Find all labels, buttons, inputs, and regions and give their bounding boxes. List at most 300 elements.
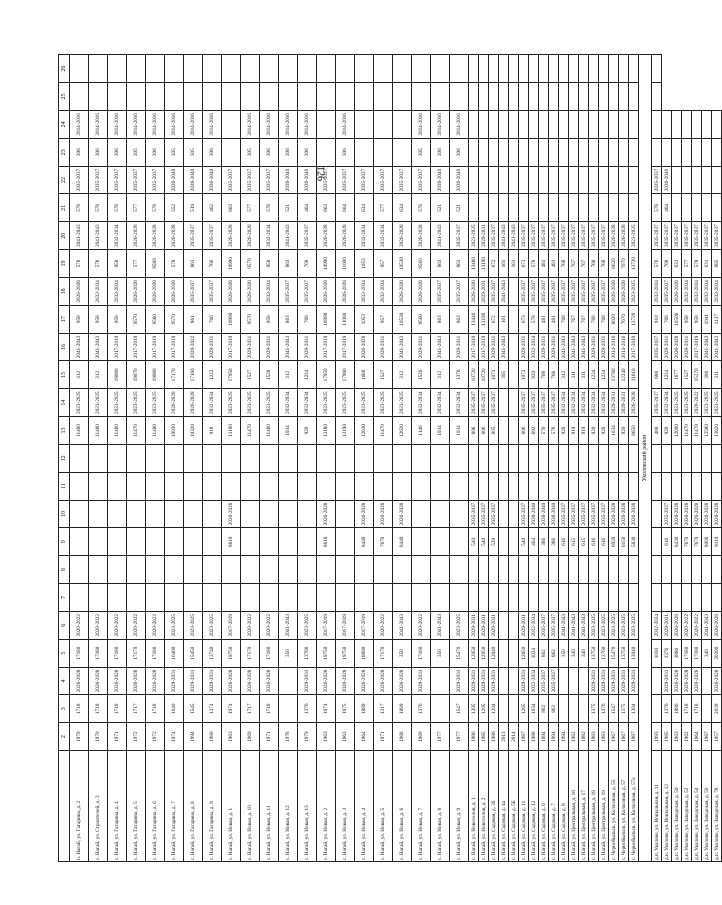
value-cell: 17160 xyxy=(412,639,431,667)
value-cell: 2032-2034 xyxy=(682,277,692,305)
value-cell xyxy=(702,584,712,612)
value-cell: 2014-2016 xyxy=(241,110,260,138)
value-cell: 576 xyxy=(652,194,662,222)
table-row xyxy=(70,55,89,862)
address-cell: с. Нагай, ул. Гагарина, д. 5 xyxy=(127,751,146,862)
value-cell: 13620 xyxy=(712,417,722,445)
address-cell: д.п. Уколово, ул. Заводская, д. 56 xyxy=(702,751,712,862)
table-row xyxy=(599,55,609,862)
value-cell xyxy=(672,584,682,612)
value-cell xyxy=(579,556,589,584)
value-cell: 9580 xyxy=(146,250,165,278)
value-cell: 2032-2034 xyxy=(599,389,609,417)
value-cell xyxy=(184,528,203,556)
value-cell: 2039 xyxy=(712,695,722,723)
value-cell xyxy=(662,472,672,500)
value-cell: 2035-2037 xyxy=(298,277,317,305)
value-cell xyxy=(509,667,519,695)
value-cell: 2029-2031 xyxy=(469,667,479,695)
value-cell: 312 xyxy=(559,361,569,389)
value-cell: 2032-2034 xyxy=(279,389,298,417)
value-cell: 2026-2028 xyxy=(241,667,260,695)
value-cell xyxy=(146,83,165,111)
value-cell: 2014-2016 xyxy=(279,110,298,138)
value-cell xyxy=(559,194,569,222)
value-cell: 2026-2028 xyxy=(393,277,412,305)
value-cell xyxy=(298,584,317,612)
value-cell: 863 xyxy=(450,305,469,333)
value-cell xyxy=(549,55,559,83)
value-cell: 350 xyxy=(431,639,450,667)
value-cell: 306 xyxy=(203,138,222,166)
value-cell xyxy=(589,556,599,584)
value-cell xyxy=(559,667,569,695)
value-cell xyxy=(317,83,336,111)
value-cell: 2023-2025 xyxy=(336,389,355,417)
value-cell xyxy=(127,500,146,528)
value-cell xyxy=(241,83,260,111)
value-cell: 2035-2037 xyxy=(489,500,499,528)
value-cell: 958 xyxy=(70,305,89,333)
value-cell xyxy=(599,472,609,500)
value-cell xyxy=(529,194,539,222)
value-cell: 2029-2031 xyxy=(469,611,479,639)
value-cell: 2014-2016 xyxy=(431,110,450,138)
value-cell xyxy=(569,667,579,695)
address-cell: с. Нагай, ул. Садовая, д. 8 xyxy=(559,751,569,862)
value-cell: 23 xyxy=(59,138,70,166)
value-cell xyxy=(662,584,672,612)
value-cell xyxy=(499,528,509,556)
value-cell xyxy=(279,500,298,528)
value-cell xyxy=(431,83,450,111)
value-cell xyxy=(712,444,722,472)
value-cell xyxy=(682,110,692,138)
value-cell xyxy=(609,556,619,584)
value-cell: 540 xyxy=(469,528,479,556)
value-cell xyxy=(599,166,609,194)
address-cell: с. Нагай, ул. Гагарина, д. 9 xyxy=(203,751,222,862)
value-cell xyxy=(499,138,509,166)
value-cell xyxy=(579,472,589,500)
address-cell: с. Нагай, ул. Новая, д. 7 xyxy=(412,751,431,862)
value-cell xyxy=(108,584,127,612)
value-cell: 615 xyxy=(579,528,589,556)
value-cell xyxy=(489,166,499,194)
value-cell: 2014-2016 xyxy=(336,110,355,138)
value-cell: 1972 xyxy=(146,723,165,751)
value-cell: 1986 xyxy=(469,723,479,751)
value-cell: 2023-2025 xyxy=(184,611,203,639)
value-cell xyxy=(469,444,479,472)
value-cell: 8810 xyxy=(222,528,241,556)
value-cell xyxy=(336,55,355,83)
value-cell: 10990 xyxy=(222,305,241,333)
address-cell: с. Нагай, ул. Новая, д. 12 xyxy=(279,751,298,862)
value-cell xyxy=(222,584,241,612)
value-cell: 9570 xyxy=(127,305,146,333)
value-cell: 25 xyxy=(59,83,70,111)
value-cell: 2029-2031 xyxy=(609,667,619,695)
value-cell xyxy=(652,500,662,528)
value-cell: 1146 xyxy=(412,417,431,445)
value-cell xyxy=(499,472,509,500)
value-cell xyxy=(336,444,355,472)
value-cell: 17180 xyxy=(70,639,89,667)
value-cell xyxy=(203,584,222,612)
value-cell xyxy=(682,472,692,500)
value-cell: 2026-2028 xyxy=(70,667,89,695)
value-cell xyxy=(539,166,549,194)
value-cell xyxy=(652,110,662,138)
value-cell: 576 xyxy=(412,194,431,222)
value-cell: 481 xyxy=(549,305,559,333)
value-cell xyxy=(589,472,599,500)
table-row xyxy=(539,55,549,862)
value-cell xyxy=(652,472,662,500)
value-cell xyxy=(317,110,336,138)
value-cell xyxy=(489,584,499,612)
value-cell: 9 xyxy=(59,528,70,556)
value-cell: 2035-2037 xyxy=(489,222,499,250)
value-cell: 12580 xyxy=(702,417,712,445)
value-cell: 312 xyxy=(70,361,89,389)
value-cell: 2014-2016 xyxy=(450,110,469,138)
value-cell: 10720 xyxy=(469,361,479,389)
value-cell: 386 xyxy=(549,528,559,556)
value-cell: 863 xyxy=(431,250,450,278)
value-cell: 2035-2037 xyxy=(549,277,559,305)
value-cell xyxy=(298,500,317,528)
value-cell: 2023-2025 xyxy=(89,389,108,417)
value-cell xyxy=(589,110,599,138)
value-cell: 2038-2040 xyxy=(529,500,539,528)
value-cell: 2038-2040 xyxy=(165,166,184,194)
value-cell xyxy=(489,55,499,83)
value-cell: 9110 xyxy=(712,528,722,556)
value-cell xyxy=(509,277,519,305)
value-cell: 13190 xyxy=(479,250,489,278)
value-cell xyxy=(298,556,317,584)
value-cell: 2032-2034 xyxy=(108,222,127,250)
value-cell xyxy=(469,194,479,222)
value-cell xyxy=(412,584,431,612)
value-cell: 2029-2031 xyxy=(165,667,184,695)
value-cell xyxy=(374,556,393,584)
value-cell: 2035-2037 xyxy=(519,389,529,417)
value-cell xyxy=(682,444,692,472)
value-cell: 2029-2031 xyxy=(203,333,222,361)
value-cell xyxy=(108,528,127,556)
value-cell: 1545 xyxy=(184,695,203,723)
value-cell: 12630 xyxy=(355,417,374,445)
value-cell xyxy=(489,110,499,138)
value-cell: 2035-2037 xyxy=(549,611,559,639)
value-cell: 1994 xyxy=(184,723,203,751)
value-cell: 2035-2037 xyxy=(519,277,529,305)
address-cell: п. Нагай, ул. Гагарина, д. 2 xyxy=(70,751,89,862)
value-cell: 2026-2028 xyxy=(469,277,479,305)
value-cell xyxy=(489,138,499,166)
value-cell xyxy=(89,584,108,612)
value-cell xyxy=(509,110,519,138)
value-cell: 2029-2031 xyxy=(298,667,317,695)
value-cell: 1886 xyxy=(672,695,682,723)
value-cell: 862 xyxy=(549,639,559,667)
value-cell xyxy=(559,55,569,83)
value-cell: 521 xyxy=(450,194,469,222)
value-cell: 616 xyxy=(589,528,599,556)
value-cell: 2026-2028 xyxy=(672,277,682,305)
value-cell xyxy=(569,138,579,166)
value-cell: 12050 xyxy=(469,639,479,667)
value-cell xyxy=(374,55,393,83)
value-cell xyxy=(355,110,374,138)
value-cell: 2038-2040 xyxy=(298,166,317,194)
value-cell: 9570 xyxy=(165,305,184,333)
value-cell xyxy=(609,472,619,500)
value-cell: 1376 xyxy=(662,639,672,667)
value-cell xyxy=(479,166,489,194)
address-cell xyxy=(59,751,70,862)
value-cell xyxy=(70,83,89,111)
value-cell: 2026-2028 xyxy=(336,222,355,250)
value-cell: 672 xyxy=(489,305,499,333)
value-cell xyxy=(549,83,559,111)
value-cell: 10930 xyxy=(165,417,184,445)
value-cell: 16 xyxy=(59,333,70,361)
value-cell xyxy=(450,444,469,472)
value-cell xyxy=(509,389,519,417)
value-cell: 2029-2031 xyxy=(519,611,529,639)
value-cell xyxy=(702,138,712,166)
value-cell xyxy=(412,472,431,500)
value-cell xyxy=(355,556,374,584)
value-cell: 1072 xyxy=(519,361,529,389)
value-cell: 17180 xyxy=(89,639,108,667)
value-cell xyxy=(702,166,712,194)
value-cell xyxy=(539,110,549,138)
value-cell: 2035-2037 xyxy=(479,500,489,528)
value-cell: 306 xyxy=(70,138,89,166)
value-cell: 2029-2031 xyxy=(629,667,639,695)
value-cell xyxy=(509,138,519,166)
value-cell xyxy=(108,472,127,500)
value-cell xyxy=(509,528,519,556)
value-cell: 2026-2028 xyxy=(241,277,260,305)
value-cell xyxy=(127,83,146,111)
value-cell: 13190 xyxy=(479,305,489,333)
value-cell: 2035-2037 xyxy=(559,500,569,528)
value-cell: 2035-2037 xyxy=(489,389,499,417)
value-cell: 2017-2019 xyxy=(692,333,702,361)
value-cell: 2035-2037 xyxy=(589,277,599,305)
address-cell: с. Нагай, ул. Новая, д. 13 xyxy=(298,751,317,862)
value-cell: 2023-2025 xyxy=(146,389,165,417)
value-cell xyxy=(529,166,539,194)
value-cell: 11610 xyxy=(629,361,639,389)
table-row xyxy=(127,55,146,862)
value-cell xyxy=(579,83,589,111)
value-cell: 312 xyxy=(89,361,108,389)
value-cell xyxy=(317,556,336,584)
value-cell: 616 xyxy=(559,528,569,556)
value-cell: 863 xyxy=(279,250,298,278)
value-cell xyxy=(499,695,509,723)
value-cell xyxy=(652,584,662,612)
value-cell xyxy=(431,444,450,472)
table-row xyxy=(672,55,682,862)
value-cell xyxy=(89,528,108,556)
table-row xyxy=(108,55,127,862)
value-cell xyxy=(692,166,702,194)
value-cell: 577 xyxy=(127,194,146,222)
value-cell xyxy=(609,166,619,194)
value-cell xyxy=(499,55,509,83)
value-cell xyxy=(702,444,712,472)
value-cell: 2029-2031 xyxy=(609,389,619,417)
table-body xyxy=(59,55,722,862)
value-cell xyxy=(712,138,722,166)
value-cell xyxy=(241,556,260,584)
value-cell xyxy=(549,194,559,222)
value-cell: 576 xyxy=(652,250,662,278)
value-cell: 1987 xyxy=(519,723,529,751)
value-cell xyxy=(222,444,241,472)
value-cell xyxy=(260,444,279,472)
value-cell xyxy=(146,584,165,612)
value-cell xyxy=(260,528,279,556)
value-cell: 2026-2028 xyxy=(260,667,279,695)
value-cell: 2029-2031 xyxy=(412,667,431,695)
address-cell: с. Нагай, ул. Садовая, д. 7 xyxy=(549,751,559,862)
value-cell xyxy=(203,55,222,83)
table-row xyxy=(589,55,599,862)
value-cell xyxy=(450,556,469,584)
value-cell xyxy=(450,500,469,528)
value-cell xyxy=(579,138,589,166)
value-cell xyxy=(184,444,203,472)
value-cell xyxy=(549,110,559,138)
value-cell: 1071 xyxy=(489,361,499,389)
value-cell xyxy=(479,584,489,612)
value-cell: 2023-2025 xyxy=(712,389,722,417)
value-cell: 1994 xyxy=(539,723,549,751)
value-cell xyxy=(652,83,662,111)
value-cell: 1030 xyxy=(652,639,662,667)
value-cell: 306 xyxy=(450,138,469,166)
value-cell: 2032-2034 xyxy=(702,277,712,305)
value-cell: 805 xyxy=(489,417,499,445)
value-cell: 26 xyxy=(59,55,70,83)
value-cell: 2032-2034 xyxy=(355,222,374,250)
value-cell xyxy=(127,528,146,556)
value-cell xyxy=(662,444,672,472)
value-cell: 12050 xyxy=(479,639,489,667)
value-cell: 2020-2022 xyxy=(241,611,260,639)
value-cell xyxy=(279,584,298,612)
value-cell: 2035-2037 xyxy=(431,277,450,305)
value-cell: 2029-2031 xyxy=(374,333,393,361)
value-cell: 11470 xyxy=(241,417,260,445)
table-row xyxy=(165,55,184,862)
value-cell: 634 xyxy=(393,194,412,222)
value-cell: 1963 xyxy=(317,723,336,751)
value-cell: 2017-2019 xyxy=(355,611,374,639)
value-cell xyxy=(393,138,412,166)
value-cell xyxy=(672,138,682,166)
value-cell xyxy=(509,472,519,500)
value-cell xyxy=(89,83,108,111)
value-cell: 2029-2031 xyxy=(479,611,489,639)
address-cell: д.п. Уколово, ул. Вокзальная, д. 11 xyxy=(652,751,662,862)
value-cell xyxy=(184,83,203,111)
value-cell: 615 xyxy=(569,528,579,556)
value-cell: 305 xyxy=(184,138,203,166)
address-cell: с. Нагай, ул. Новая, д. 1 xyxy=(222,751,241,862)
value-cell: 1205 xyxy=(479,695,489,723)
value-cell: 13720 xyxy=(629,305,639,333)
value-cell: 2017-2019 xyxy=(469,333,479,361)
value-cell: 2026-2028 xyxy=(712,667,722,695)
value-cell xyxy=(629,55,639,83)
value-cell: 1982 xyxy=(569,723,579,751)
value-cell xyxy=(203,500,222,528)
value-cell xyxy=(662,138,672,166)
value-cell: 306 xyxy=(260,138,279,166)
value-cell xyxy=(509,611,519,639)
value-cell xyxy=(279,695,298,723)
value-cell: 1971 xyxy=(260,723,279,751)
value-cell xyxy=(529,110,539,138)
value-cell xyxy=(70,584,89,612)
schedule-table-sheet xyxy=(58,54,720,862)
value-cell: 861 xyxy=(184,305,203,333)
value-cell: 2035-2037 xyxy=(203,222,222,250)
value-cell: 2014-2016 xyxy=(89,110,108,138)
value-cell: 2014-2016 xyxy=(146,110,165,138)
value-cell: 2026-2028 xyxy=(692,667,702,695)
value-cell xyxy=(499,389,509,417)
value-cell: 2020-2022 xyxy=(70,611,89,639)
value-cell: 7670 xyxy=(374,528,393,556)
value-cell: 2023-2025 xyxy=(70,389,89,417)
value-cell xyxy=(539,138,549,166)
value-cell: 15470 xyxy=(609,639,619,667)
value-cell: 2041-2043 xyxy=(393,333,412,361)
value-cell: 1963 xyxy=(336,723,355,751)
value-cell: 17950 xyxy=(222,361,241,389)
value-cell xyxy=(499,110,509,138)
value-cell xyxy=(569,444,579,472)
table-row xyxy=(499,55,509,862)
value-cell: 578 xyxy=(108,194,127,222)
value-cell: 2026-2028 xyxy=(222,667,241,695)
value-cell: 632 xyxy=(672,250,682,278)
value-cell: 767 xyxy=(579,305,589,333)
value-cell: 1985 xyxy=(479,723,489,751)
value-cell xyxy=(569,166,579,194)
value-cell: 2026-2028 xyxy=(374,667,393,695)
value-cell: 1994 xyxy=(549,723,559,751)
value-cell: 1224 xyxy=(662,361,672,389)
value-cell xyxy=(355,83,374,111)
value-cell: 17180 xyxy=(692,639,702,667)
value-cell: 2038-2040 xyxy=(279,166,298,194)
value-cell xyxy=(469,110,479,138)
value-cell: 2023-2025 xyxy=(702,389,712,417)
value-cell: 10500 xyxy=(672,305,682,333)
